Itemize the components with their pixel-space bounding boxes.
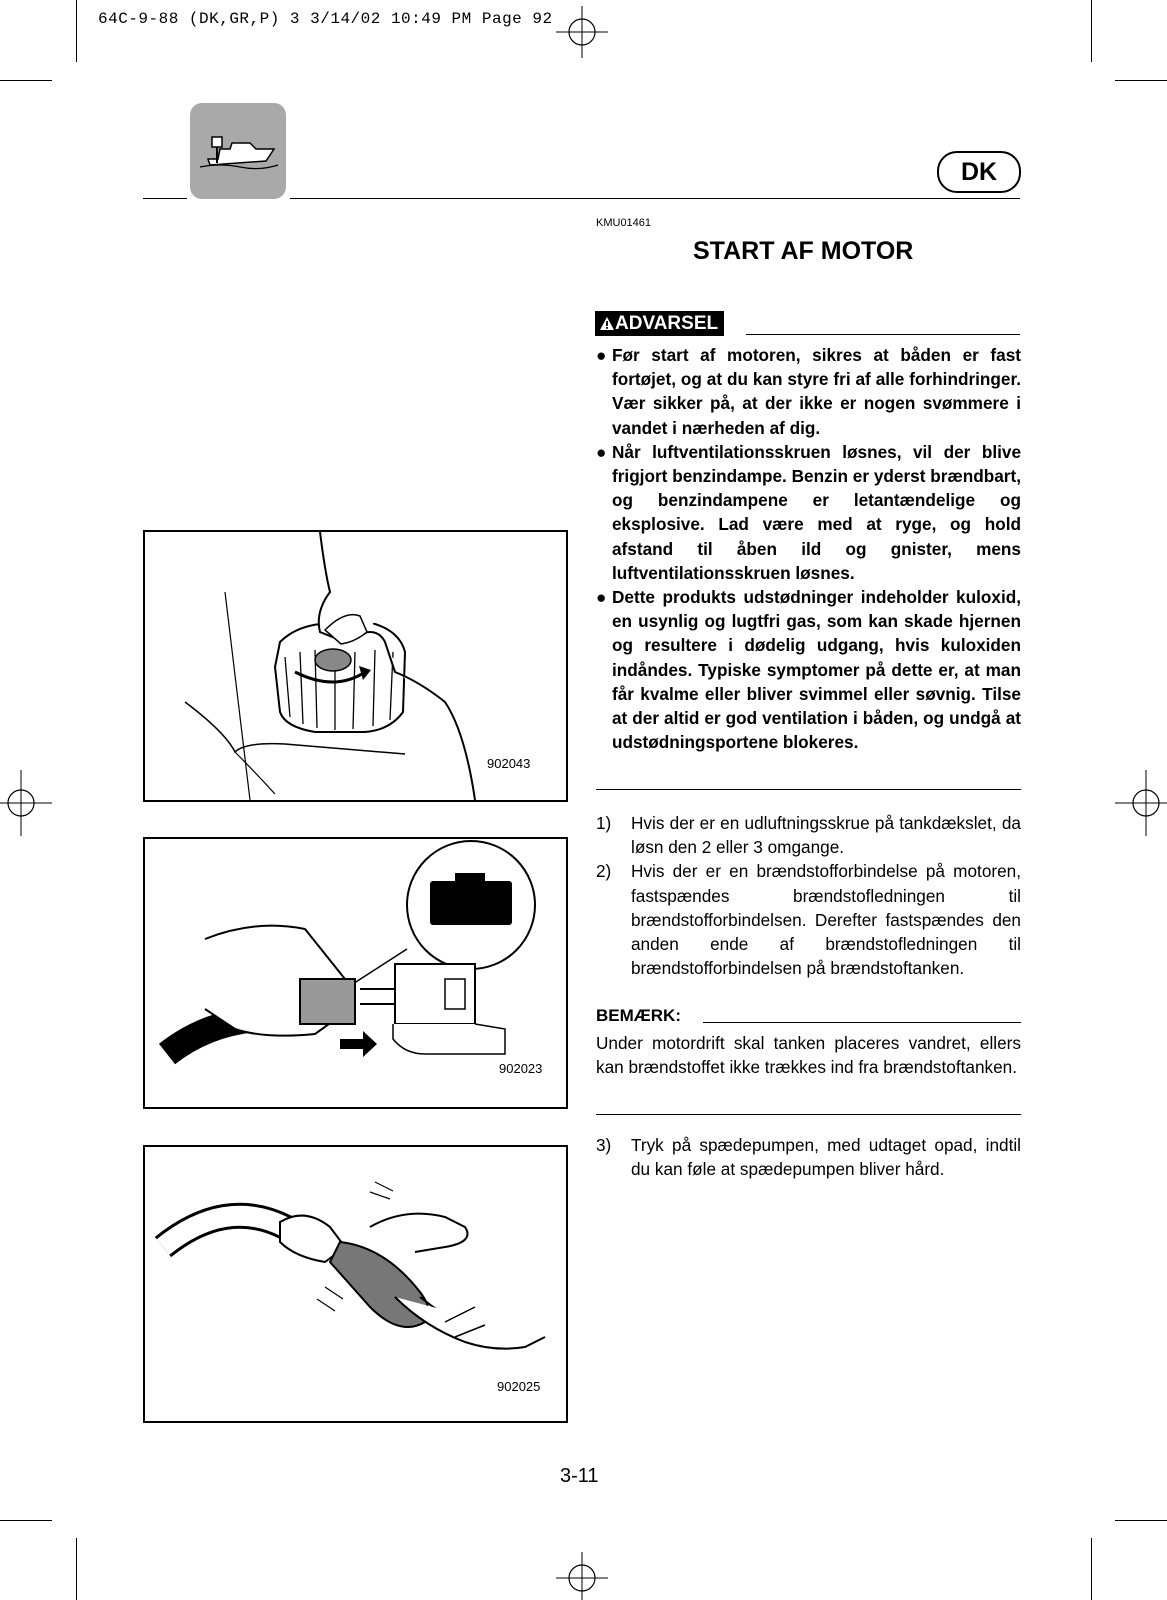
outboard-boat-icon bbox=[190, 103, 286, 199]
section-code: KMU01461 bbox=[596, 217, 652, 229]
step-number: 3) bbox=[596, 1135, 612, 1155]
figure-primer-bulb bbox=[143, 1145, 568, 1423]
warning-bullet-text: Før start af motoren, sikres at båden er fast fortøjet, og at du kan styre fri af alle forhindringer. Vær sikker på, at der ikke er nogen svømmere i vandet i nærheden af dig. bbox=[612, 345, 1021, 438]
registration-mark-left bbox=[0, 770, 52, 836]
note-end-rule bbox=[596, 1114, 1021, 1115]
step-item bbox=[596, 1133, 1021, 1181]
warning-bullet: ● Når luftventilationsskruen løsnes, vil der blive frigjort benzindampe. Benzin er yderst brændbart, og benzindampene er letantændelige og eksplosive. Lad være med at ryge, og hold afstand til åben ild og gnister, mens luftventilationsskruen løsnes. bbox=[596, 441, 1021, 583]
note-label: BEMÆRK: bbox=[596, 1006, 681, 1025]
warning-label-text: ADVARSEL bbox=[615, 313, 719, 334]
figure-number: 902023 bbox=[499, 1061, 543, 1076]
steps-list bbox=[596, 1133, 1021, 1181]
warning-bullet: ● Før start af motoren, sikres at båden er fast fortøjet, og at du kan styre fri af alle forhindringer. Vær sikker på, at der ikke er nogen svømmere i vandet i nærheden af dig. bbox=[596, 345, 1021, 438]
print-header: 64C-9-88 (DK,GR,P) 3 3/14/02 10:49 PM Page 92 bbox=[98, 10, 553, 28]
warning-rule bbox=[746, 334, 1020, 335]
figure-number: 902025 bbox=[497, 1379, 541, 1394]
crop-mark bbox=[1115, 1520, 1167, 1521]
note-text: Under motordrift skal tanken placeres vandret, ellers kan brændstoffet ikke trækkes ind fra brændstoftanken. bbox=[596, 1033, 1021, 1078]
step-item bbox=[596, 811, 1021, 859]
page-title: START AF MOTOR bbox=[693, 237, 914, 265]
warning-bullet: ● Dette produkts udstødninger indeholder kuloxid, en usynlig og lugtfri gas, som kan skade hjernen og resultere i dødelig udgang, hvis kuloxiden indåndes. Typiske symptomer på dette er, at man får kvalme eller bliver svimmel eller søvnig. Tilse at der altid er god ventilation i båden, og undgå at udstødningsportene blokeres. bbox=[596, 587, 1021, 753]
warning-bullet-text: Når luftventilationsskruen løsnes, vil der blive frigjort benzindampe. Benzin er yderst brændbart, og benzindampene er letantændelige og eksplosive. Lad være med at ryge, og hold afstand til åben ild og gnister, mens luftventilationsskruen løsnes. bbox=[612, 441, 1021, 583]
registration-mark-bottom bbox=[556, 1552, 608, 1600]
crop-mark bbox=[0, 1520, 52, 1521]
figure-fuel-connector bbox=[143, 837, 568, 1109]
step-item bbox=[596, 859, 1021, 980]
crop-mark bbox=[1091, 0, 1092, 62]
section-logo bbox=[190, 103, 286, 199]
step-number: 2) bbox=[596, 861, 612, 882]
step-text: Hvis der er en brændstofforbindelse på motoren, fastspændes brændstofledningen til brændstofforbindelsen. Derefter fastspændes den anden ende af brændstofledningen til brændstofforbindelsen på brændstoftanken. bbox=[631, 861, 1021, 979]
header-rule-right bbox=[290, 198, 1020, 199]
crop-mark bbox=[76, 0, 77, 62]
steps-list bbox=[596, 811, 1021, 980]
crop-mark bbox=[76, 1538, 77, 1600]
warning-triangle-icon bbox=[599, 316, 615, 331]
warning-end-rule bbox=[596, 789, 1021, 790]
crop-mark bbox=[1115, 80, 1167, 81]
step-text: Hvis der er en udluftningsskrue på tankdækslet, da løsn den 2 eller 3 omgange. bbox=[631, 813, 1021, 858]
language-badge: DK bbox=[937, 151, 1021, 193]
crop-mark bbox=[0, 80, 52, 81]
crop-mark bbox=[1091, 1538, 1092, 1600]
header-rule-left bbox=[143, 198, 187, 199]
registration-mark-top bbox=[556, 6, 608, 58]
page-number: 3-11 bbox=[560, 1465, 599, 1487]
figure-tank-cap bbox=[143, 530, 568, 802]
step-text: Tryk på spædepumpen, med udtaget opad, indtil du kan føle at spædepumpen bliver hård. bbox=[631, 1135, 1021, 1180]
warning-bullet-text: Dette produkts udstødninger indeholder kuloxid, en usynlig og lugtfri gas, som kan skade hjernen og resultere i dødelig udgang, hvis kuloxiden indåndes. Typiske symptomer på dette er, at man får kvalme eller bliver svimmel eller søvnig. Tilse at der altid er god ventilation i båden, og undgå at udstødningsportene blokeres. bbox=[612, 587, 1021, 753]
registration-mark-right bbox=[1115, 770, 1167, 836]
step-number: 1) bbox=[596, 813, 612, 833]
warning-label bbox=[595, 311, 724, 336]
note-rule bbox=[703, 1022, 1021, 1023]
warning-text bbox=[596, 343, 1021, 754]
figure-number: 902043 bbox=[487, 756, 531, 771]
